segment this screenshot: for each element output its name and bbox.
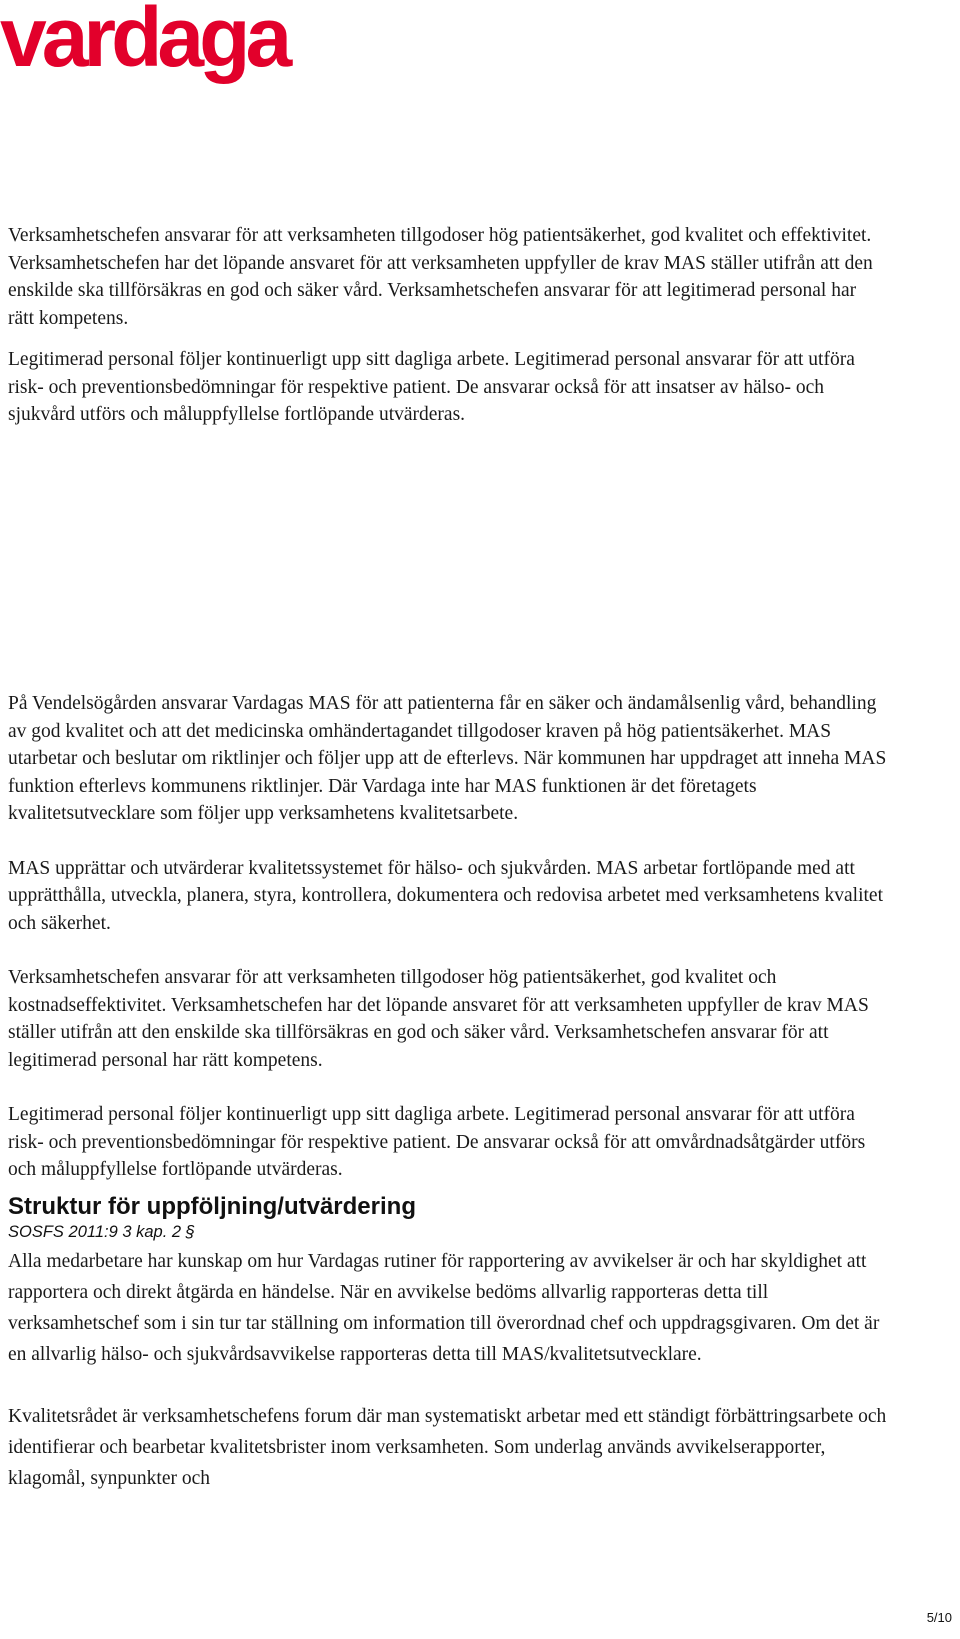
paragraph-kvalitetsradet: Kvalitetsrådet är verksamhetschefens forum där man systematiskt arbetar med ett ständigt förbättringsarbete och identifierar och bearbetar kvalitetsbrister inom verksamheten. Som underlag används avvikelserapporter, klagomål, synpunkter och — [8, 1406, 887, 1489]
section-heading: Struktur för uppföljning/utvärdering — [8, 1193, 416, 1220]
regulation-reference: SOSFS 2011:9 3 kap. 2 § — [8, 1223, 195, 1241]
page-number: 5/10 — [926, 1610, 952, 1625]
paragraph-avvikelser: Alla medarbetare har kunskap om hur Vardagas rutiner för rapportering av avvikelser är och har skyldighet att rapportera och direkt åtgärda en händelse. När en avvikelse bedöms allvarlig rapporteras detta till verksamhetschef som i sin tur tar ställning om information till överordnad chef och uppdragsgivaren. Om det är en allvarlig hälso- och sjukvårdsavvikelse rapporteras detta till MAS/kvalitetsutvecklare. — [8, 1251, 880, 1365]
section-heading-block — [8, 1192, 888, 1242]
paragraph-legitimerad-omvardnad: Legitimerad personal följer kontinuerligt upp sitt dagliga arbete. Legitimerad personal ansvarar för att utföra risk- och preventionsbedömningar för respektive patient. De ansvarar också för att omvårdnadsåtgärder utförs och måluppfyllelse fortlöpande utvärderas. — [8, 1104, 866, 1180]
section-mas — [8, 690, 888, 1211]
paragraph-verksamhetschef-kostnad: Verksamhetschefen ansvarar för att verksamheten tillgodoser hög patientsäkerhet, god kvalitet och kostnadseffektivitet. Verksamhetschefen har det löpande ansvaret för att verksamheten uppfyller de krav MAS ställer utifrån att den enskilde ska tillförsäkras en god och säker vård. Verksamhetschefen ansvarar för att legitimerad personal har rätt kompetens. — [8, 967, 869, 1071]
paragraph-legitimerad-personal: Legitimerad personal följer kontinuerligt upp sitt dagliga arbete. Legitimerad personal ansvarar för att utföra risk- och preventionsbedömningar för respektive patient. De ansvarar också för att insatser av hälso- och sjukvård utförs och måluppfyllelse fortlöpande utvärderas. — [8, 349, 855, 425]
paragraph-mas-kvalitetssystem: MAS upprättar och utvärderar kvalitetssystemet för hälso- och sjukvården. MAS arbetar fortlöpande med att upprätthålla, utveckla, planera, styra, kontrollera, dokumentera och redovisa arbetet med verksamhetens kvalitet och säkerhet. — [8, 857, 883, 934]
logo-text: vardaga — [0, 0, 288, 84]
paragraph-verksamhetschef-ansvar: Verksamhetschefen ansvarar för att verksamheten tillgodoser hög patientsäkerhet, god kvalitet och effektivitet. Verksamhetschefen har det löpande ansvaret för att verksamheten uppfyller de krav MAS ställer utifrån att den enskilde ska tillförsäkras en god och säker vård. Verksamhetschefen ansvarar för att legitimerad personal har rätt kompetens. — [8, 225, 873, 329]
paragraph-vendelsogarden-mas: På Vendelsögården ansvarar Vardagas MAS för att patienterna får en säker och ändamålsenlig vård, behandling av god kvalitet och att det medicinska omhändertagandet tillgodoser kraven på hög patientsäkerhet. MAS utarbetar och beslutar om riktlinjer och följer upp att de efterlevs. När kommunen har uppdraget att inneha MAS funktion efterlevs kommunens riktlinjer. Där Vardaga inte har MAS funktionen är det företagets kvalitetsutvecklare som följer upp verksamhetens kvalitetsarbete. — [8, 693, 887, 824]
section-followup — [8, 1246, 888, 1525]
vardaga-logo — [0, 0, 310, 90]
section-responsibilities — [8, 222, 880, 429]
